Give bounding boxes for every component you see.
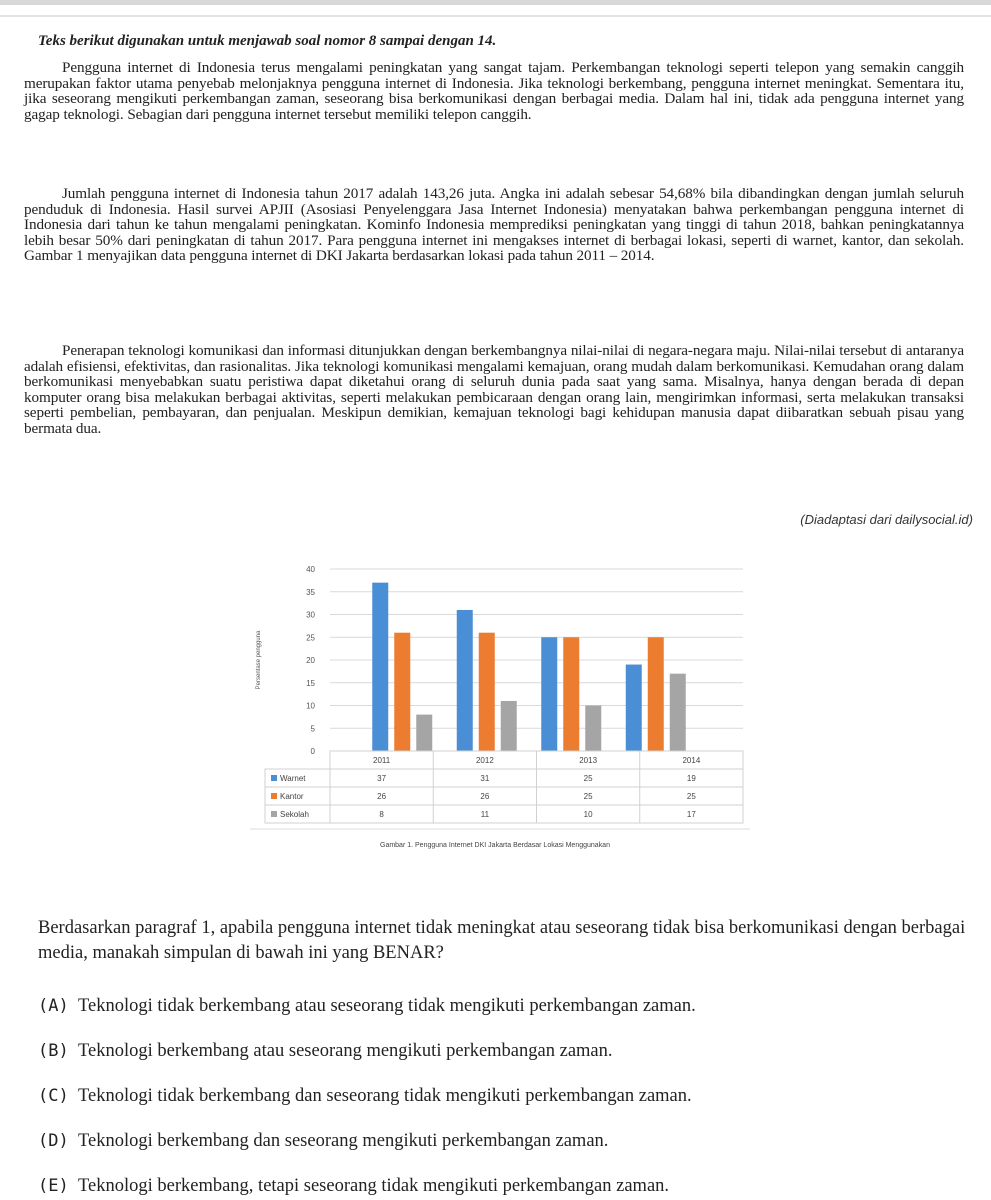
y-tick-label: 30 <box>306 610 315 620</box>
bar-kantor-2013 <box>563 637 579 751</box>
paragraph-1: Pengguna internet di Indonesia terus mengalami peningkatan yang sangat tajam. Perkembangan teknologi seperti telepon yang semakin canggih merupakan faktor utama penyebab melonjaknya pengguna internet di Indonesia. Jika teknologi berkembang, pengguna internet meningkat. Sementara itu, jika seseorang mengikuti perkembangan zaman, seseorang bisa berkomunikasi dengan berbagai media. Dalam hal ini, tidak ada pengguna internet yang gagap teknologi. Sebagian dari pengguna internet tersebut memiliki telepon canggih. <box>24 59 964 123</box>
bar-kantor-2014 <box>648 637 664 751</box>
data-table-border <box>265 769 743 823</box>
divider <box>0 15 991 17</box>
answer-option-a[interactable] <box>38 996 696 1017</box>
option-text: Teknologi tidak berkembang atau seseorang tidak mengikuti perkembangan zaman. <box>78 996 696 1016</box>
top-border <box>0 0 991 5</box>
option-text: Teknologi tidak berkembang dan seseorang tidak mengikuti perkembangan zaman. <box>78 1086 692 1106</box>
y-tick-label: 20 <box>306 656 315 665</box>
bar-warnet-2013 <box>541 637 557 751</box>
data-label: 17 <box>686 810 696 819</box>
y-tick-label: 35 <box>306 587 315 597</box>
legend-swatch-sekolah <box>271 811 277 817</box>
data-label: 25 <box>686 792 696 801</box>
option-text: Teknologi berkembang atau seseorang mengikuti perkembangan zaman. <box>78 1041 613 1061</box>
data-label: 37 <box>377 774 387 783</box>
answer-option-c[interactable] <box>38 1086 692 1107</box>
category-label: 2012 <box>475 756 494 765</box>
bar-warnet-2011 <box>372 583 388 751</box>
option-text: Teknologi berkembang, tetapi seseorang tidak mengikuti perkembangan zaman. <box>78 1176 670 1196</box>
data-label: 10 <box>583 810 593 819</box>
data-label: 19 <box>686 774 696 783</box>
answer-option-d[interactable] <box>38 1131 608 1152</box>
data-label: 8 <box>379 810 384 819</box>
option-letter: (D) <box>38 1131 69 1151</box>
paragraph-2: Jumlah pengguna internet di Indonesia tahun 2017 adalah 143,26 juta. Angka ini adalah sebesar 54,68% bila dibandingkan dengan jumlah seluruh penduduk di Indonesia. Hasil survei APJII (Asosiasi Penyelenggara Jasa Internet Indonesia) menyatakan bahwa perkembangan pengguna internet di Indonesia dari tahun ke tahun mengalami peningkatan. Kominfo Indonesia memprediksi peningkatan yang tinggi di tahun 2018, bahkan peningkatannya lebih besar 50% dari peningkatan di tahun 2017. Para pengguna internet ini mengakses internet di berbagai lokasi, seperti di warnet, kantor, dan sekolah. Gambar 1 menyajikan data pengguna internet di DKI Jakarta berdasarkan lokasi pada tahun 2011 – 2014. <box>24 185 964 264</box>
category-label: 2011 <box>373 756 391 765</box>
bar-chart <box>250 555 750 855</box>
bar-sekolah-2012 <box>501 701 517 751</box>
option-text: Teknologi berkembang dan seseorang mengikuti perkembangan zaman. <box>78 1131 609 1151</box>
option-letter: (E) <box>38 1176 69 1196</box>
bar-warnet-2012 <box>457 610 473 751</box>
answer-option-b[interactable] <box>38 1041 613 1062</box>
bar-sekolah-2013 <box>585 706 601 752</box>
option-letter: (C) <box>38 1086 69 1106</box>
y-tick-label: 15 <box>306 678 315 688</box>
bar-kantor-2011 <box>394 633 410 751</box>
question-text: Berdasarkan paragraf 1, apabila pengguna internet tidak meningkat atau seseorang tidak bisa berkomunikasi dengan berbagai media, manakah simpulan di bawah ini yang BENAR? <box>38 918 966 963</box>
paragraph-3: Penerapan teknologi komunikasi dan informasi ditunjukkan dengan berkembangnya nilai-nilai di negara-negara maju. Nilai-nilai tersebut di antaranya adalah efisiensi, efektivitas, dan rasionalitas. Jika teknologi komunikasi mengalami kemajuan, orang mudah dalam berkomunikasi. Kemudahan orang dalam berkomunikasi menyebabkan suatu peristiwa dapat diketahui orang di seluruh dunia pada saat yang sama. Misalnya, hanya dengan berada di depan komputer orang bisa melakukan berbagai aktivitas, seperti melakukan pembicaraan dengan orang lain, mengirimkan informasi, serta melakukan transaksi seperti pembelian, pembayaran, dan penjualan. Meskipun demikian, kemajuan teknologi bagi kehidupan manusia dapat diibaratkan sebuah pisau yang bermata dua. <box>24 342 964 437</box>
option-letter: (A) <box>38 996 69 1016</box>
y-tick-label: 40 <box>306 565 315 574</box>
y-tick-label: 25 <box>306 633 315 643</box>
y-axis-label: Persentase pengguna <box>256 630 262 690</box>
y-tick-label: 0 <box>310 747 315 756</box>
source-citation: (Diadaptasi dari dailysocial.id) <box>800 512 973 527</box>
bar-warnet-2014 <box>626 665 642 751</box>
legend-label: Kantor <box>280 792 304 801</box>
category-label: 2014 <box>682 756 701 765</box>
answer-option-e[interactable] <box>38 1176 669 1197</box>
data-label: 25 <box>583 792 593 801</box>
data-label: 31 <box>480 774 490 783</box>
legend-swatch-warnet <box>271 775 277 781</box>
bar-sekolah-2011 <box>416 715 432 751</box>
data-label: 11 <box>480 810 490 819</box>
bar-kantor-2012 <box>479 633 495 751</box>
legend-swatch-kantor <box>271 793 277 799</box>
legend-label: Warnet <box>280 774 306 783</box>
y-tick-label: 5 <box>310 724 315 734</box>
intro-text: Teks berikut digunakan untuk menjawab soal nomor 8 sampai dengan 14. <box>38 33 497 49</box>
figure-caption: Gambar 1. Pengguna Internet DKI Jakarta Berdasar Lokasi Menggunakan <box>380 842 610 849</box>
data-label: 25 <box>583 774 593 783</box>
category-label: 2013 <box>579 756 598 765</box>
y-tick-label: 10 <box>306 701 315 711</box>
option-letter: (B) <box>38 1041 69 1061</box>
data-label: 26 <box>377 792 387 801</box>
bar-sekolah-2014 <box>670 674 686 751</box>
data-label: 26 <box>480 792 490 801</box>
legend-label: Sekolah <box>280 810 309 819</box>
